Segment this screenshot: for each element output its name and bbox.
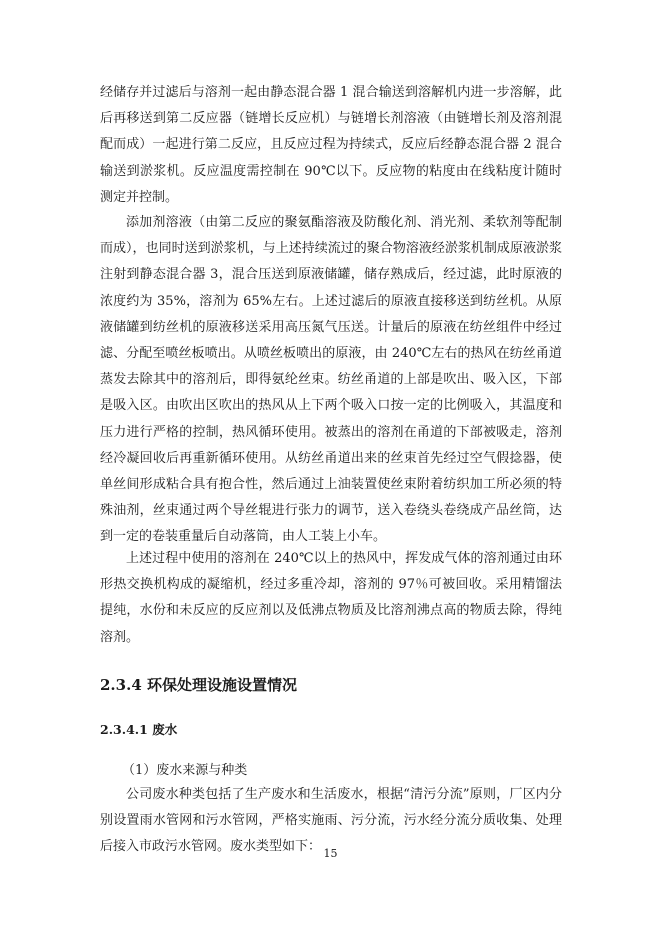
section-number: 2.3.4 xyxy=(100,676,142,694)
paragraph-additive-solution: 添加剂溶液（由第二反应的聚氨酯溶液及防酸化剂、消光剂、柔软剂等配制而成），也同时送到淤浆机，与上述持续流过的聚合物溶液经淤浆机制成原液淤浆注射到静态混合器 3，混合压送到原液储罐，储存熟成后，经过滤，此时原液的浓度约为 35%，溶剂为 65%左右。上述过滤后的原液直接移送到纺丝机。从原液储罐到纺丝机的原液移送采用高压氮气压送。计量后的原液在纺丝组件中经过滤、分配至喷丝板喷出。从喷丝板喷出的原液，由 240℃左右的热风在纺丝甬道蒸发去除其中的溶剂后，即得氨纶丝束。纺丝甬道的上部是吹出、吸入区，下部是吸入区。由吹出区吹出的热风从上下两个吸入口按一定的比例吸入，其温度和压力进行严格的控制，热风循环使用。被蒸出的溶剂在甬道的下部被吸走，溶剂经冷凝回收后再重新循环使用。从纺丝甬道出来的丝束首先经过空气假捻器，使单丝间形成粘合具有抱合性，然后通过上油装置使丝束附着纺织加工所必须的特殊油剂，丝束通过两个导丝辊进行张力的调节，送入卷绕头卷绕成产品丝筒，达到一定的卷装重量后自动落筒，由人工装上小车。 xyxy=(100,215,562,545)
subsection-number: 2.3.4.1 xyxy=(100,722,148,737)
paragraph-solvent-recovery: 上述过程中使用的溶剂在 240℃以上的热风中，挥发成气体的溶剂通过由环形热交换机构成的凝缩机，经过多重冷却，溶剂的 97％可被回收。采用精馏法提纯，水份和未反应的反应剂以及低沸点物质及比溶剂沸点高的物质去除，得纯溶剂。 xyxy=(100,551,562,645)
section-heading-2-3-4-1 xyxy=(100,720,177,738)
list-item-wastewater-source: （1）废水来源与种类 xyxy=(122,763,248,778)
paragraph-process-continued: 经储存并过滤后与溶剂一起由静态混合器 1 混合输送到溶解机内进一步溶解，此后再移送到第二反应器（链增长反应机）与链增长剂溶液（由链增长剂及溶剂混配而成）一起进行第二反应，且反应过程为持续式，反应后经静态混合器 2 混合输送到淤浆机。反应温度需控制在 90℃以下。反应物的粘度由在线粘度计随时测定并控制。 xyxy=(100,85,562,205)
page-number: 15 xyxy=(323,847,338,860)
paragraph-wastewater-types: 公司废水种类包括了生产废水和生活废水，根据“清污分流”原则，厂区内分别设置雨水管网和污水管网，严格实施雨、污分流，污水经分流分质收集、处理后接入市政污水管网。废水类型如下： xyxy=(100,787,562,855)
section-heading-2-3-4 xyxy=(100,674,297,695)
section-title: 环保处理设施设置情况 xyxy=(141,676,297,694)
subsection-title: 废水 xyxy=(147,722,178,737)
